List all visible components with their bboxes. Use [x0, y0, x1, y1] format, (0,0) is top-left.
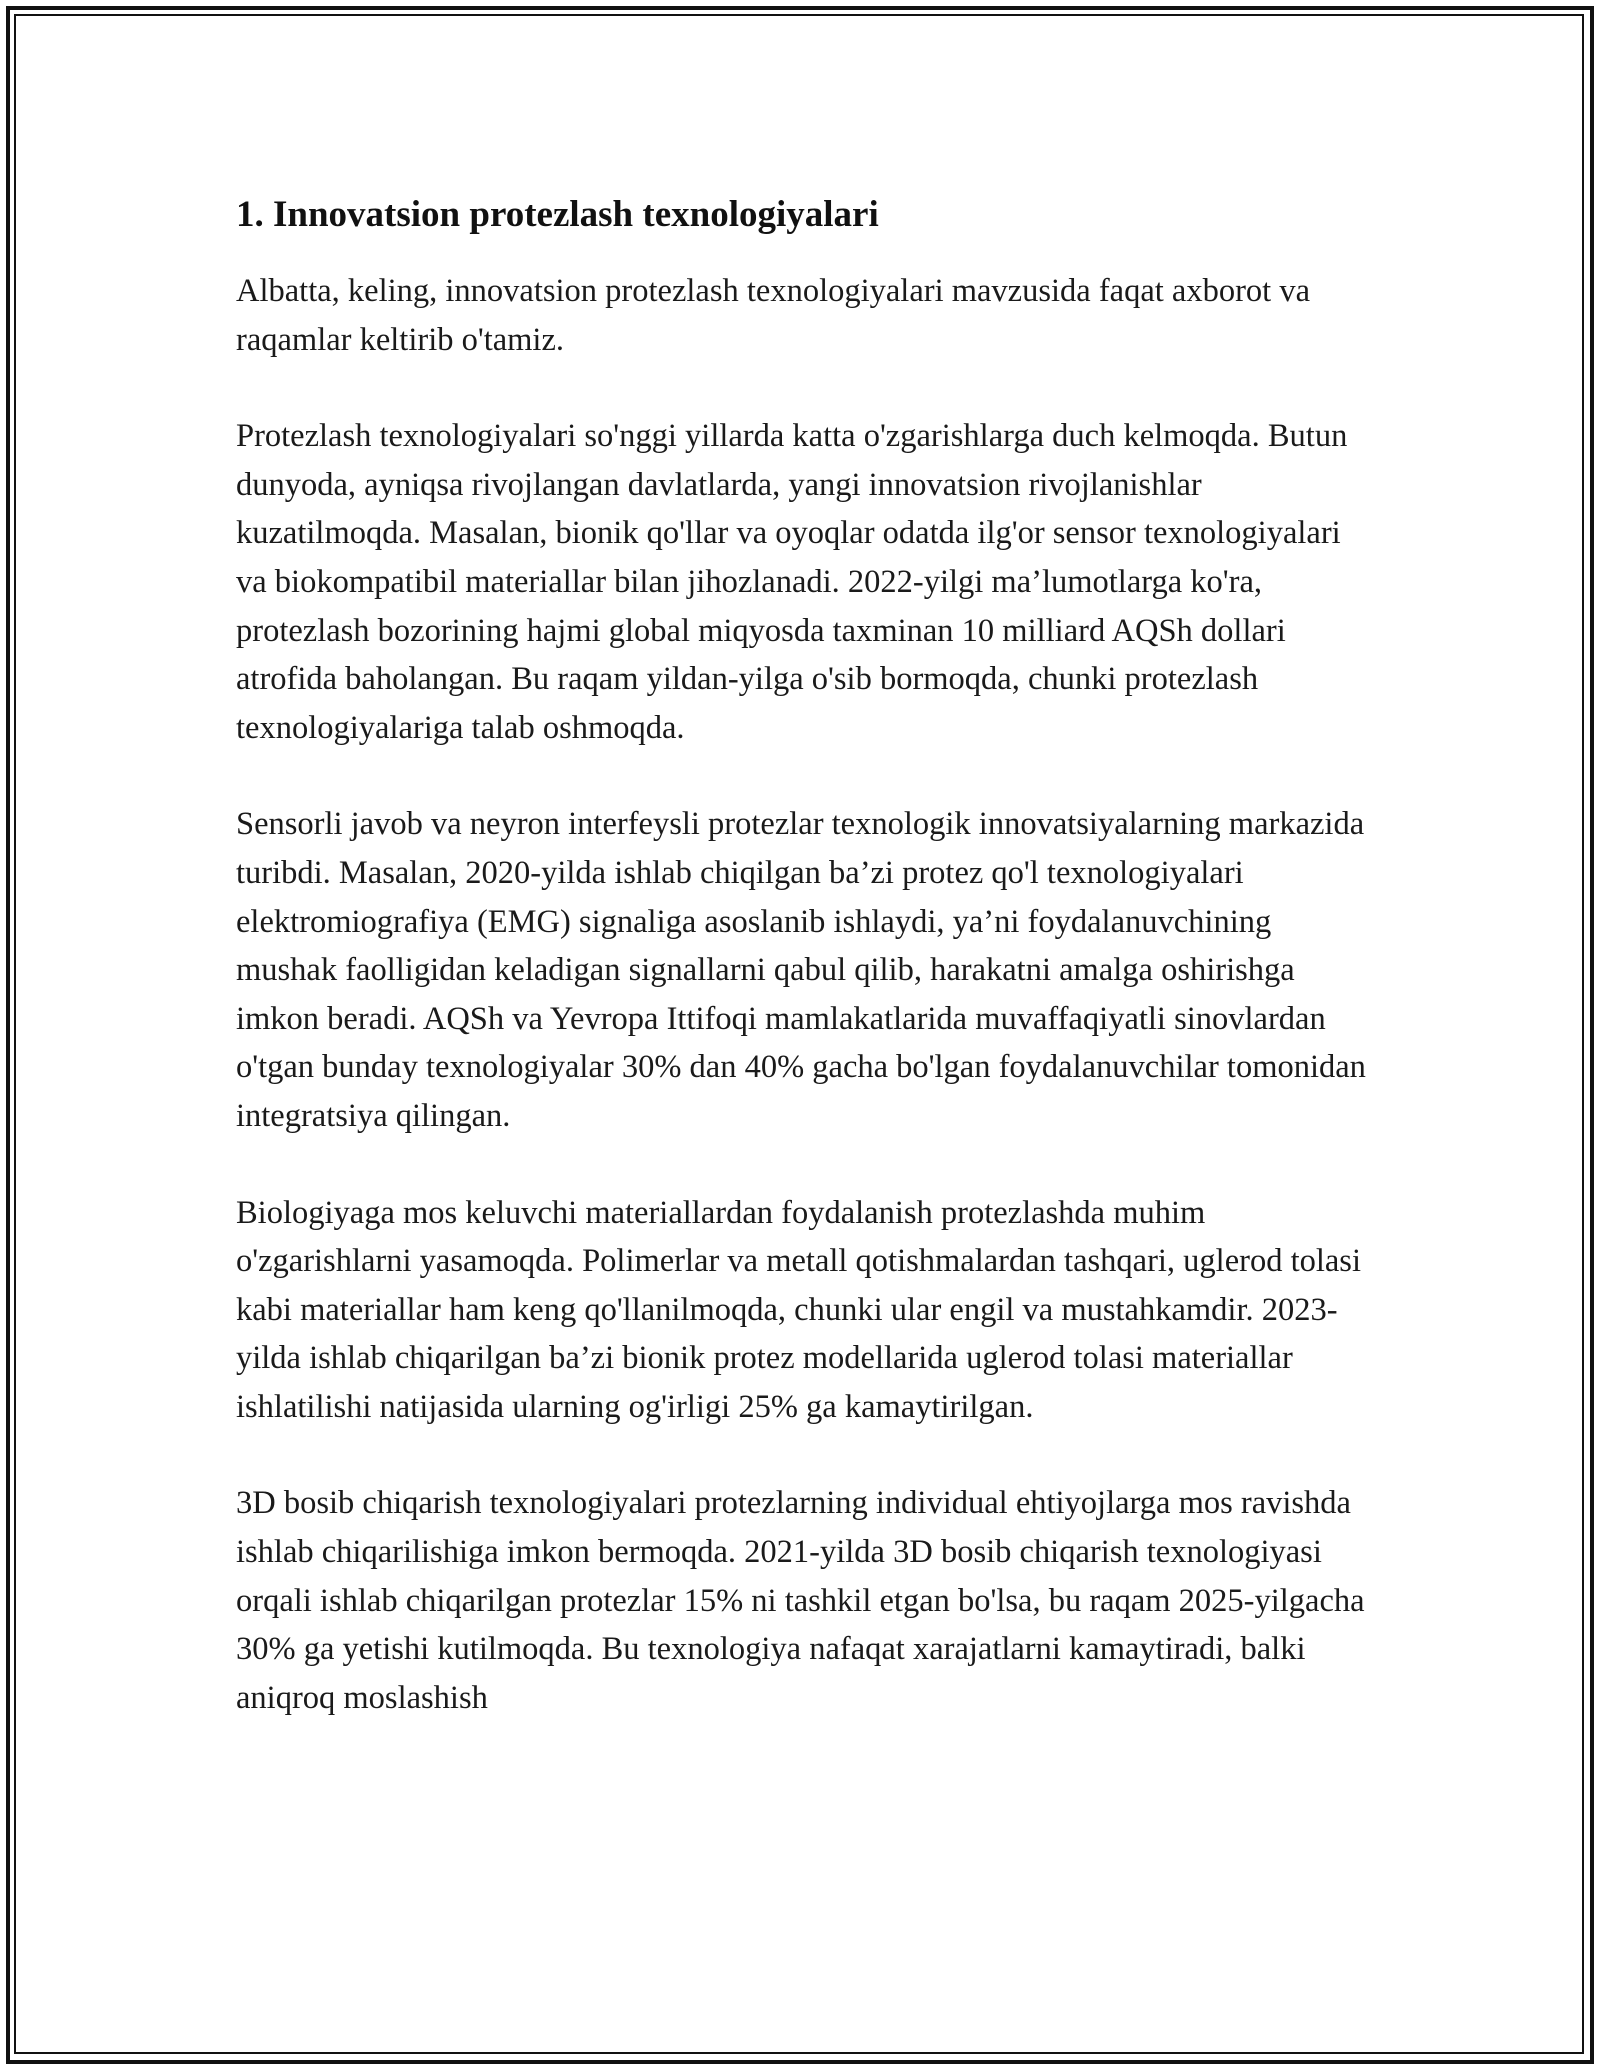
paragraph-materials: Biologiyaga mos keluvchi materiallardan foydalanish protezlashda muhim o'zgarishlarni yasamoqda. Polimerlar va metall qotishmalardan tashqari, uglerod tolasi kabi materiallar ham keng qo'llanilmoqda, chunki ular engil va mustahkamdir. 2023-yilda ishlab chiqarilgan ba’zi bionik protez modellarida uglerod tolasi materiallar ishlatilishi natijasida ularning og'irligi 25% ga kamaytirilgan.	[236, 1194, 1361, 1425]
paragraph-3d-printing: 3D bosib chiqarish texnologiyalari protezlarning individual ehtiyojlarga mos ravishda ishlab chiqarilishiga imkon bermoqda. 2021-yilda 3D bosib chiqarish texnologiyasi orqali ishlab chiqarilgan protezlar 15% ni tashkil etgan bo'lsa, bu raqam 2025-yilgacha 30% ga yetishi kutilmoqda. Bu texnologiya nafaqat xarajatlarni kamaytiradi, balki aniqroq moslashish	[236, 1485, 1365, 1716]
document-body	[236, 185, 1376, 1770]
paragraph-intro: Albatta, keling, innovatsion protezlash texnologiyalari mavzusida faqat axborot va raqamlar keltirib o'tamiz.	[236, 273, 1310, 358]
paragraph-market: Protezlash texnologiyalari so'nggi yillarda katta o'zgarishlarga duch kelmoqda. Butun dunyoda, ayniqsa rivojlangan davlatlarda, yangi innovatsion rivojlanishlar kuzatilmoqda. Masalan, bionik qo'llar va oyoqlar odatda ilg'or sensor texnologiyalari va biokompatibil materiallar bilan jihozlanadi. 2022-yilgi ma’lumotlarga ko'ra, protezlash bozorining hajmi global miqyosda taxminan 10 milliard AQSh dollari atrofida baholangan. Bu raqam yildan-yilga o'sib bormoqda, chunki protezlash texnologiyalariga talab oshmoqda.	[236, 418, 1348, 746]
section-heading: 1. Innovatsion protezlash texnologiyalari	[236, 194, 879, 235]
paragraph-sensors: Sensorli javob va neyron interfeysli protezlar texnologik innovatsiyalarning markazida turibdi. Masalan, 2020-yilda ishlab chiqilgan ba’zi protez qo'l texnologiyalari elektromiografiya (EMG) signaliga asoslanib ishlaydi, ya’ni foydalanuvchining mushak faolligidan keladigan signallarni qabul qilib, harakatni amalga oshirishga imkon beradi. AQSh va Yevropa Ittifoqi mamlakatlarida muvaffaqiyatli sinovlardan o'tgan bunday texnologiyalar 30% dan 40% gacha bo'lgan foydalanuvchilar tomonidan integratsiya qilingan.	[236, 806, 1366, 1134]
